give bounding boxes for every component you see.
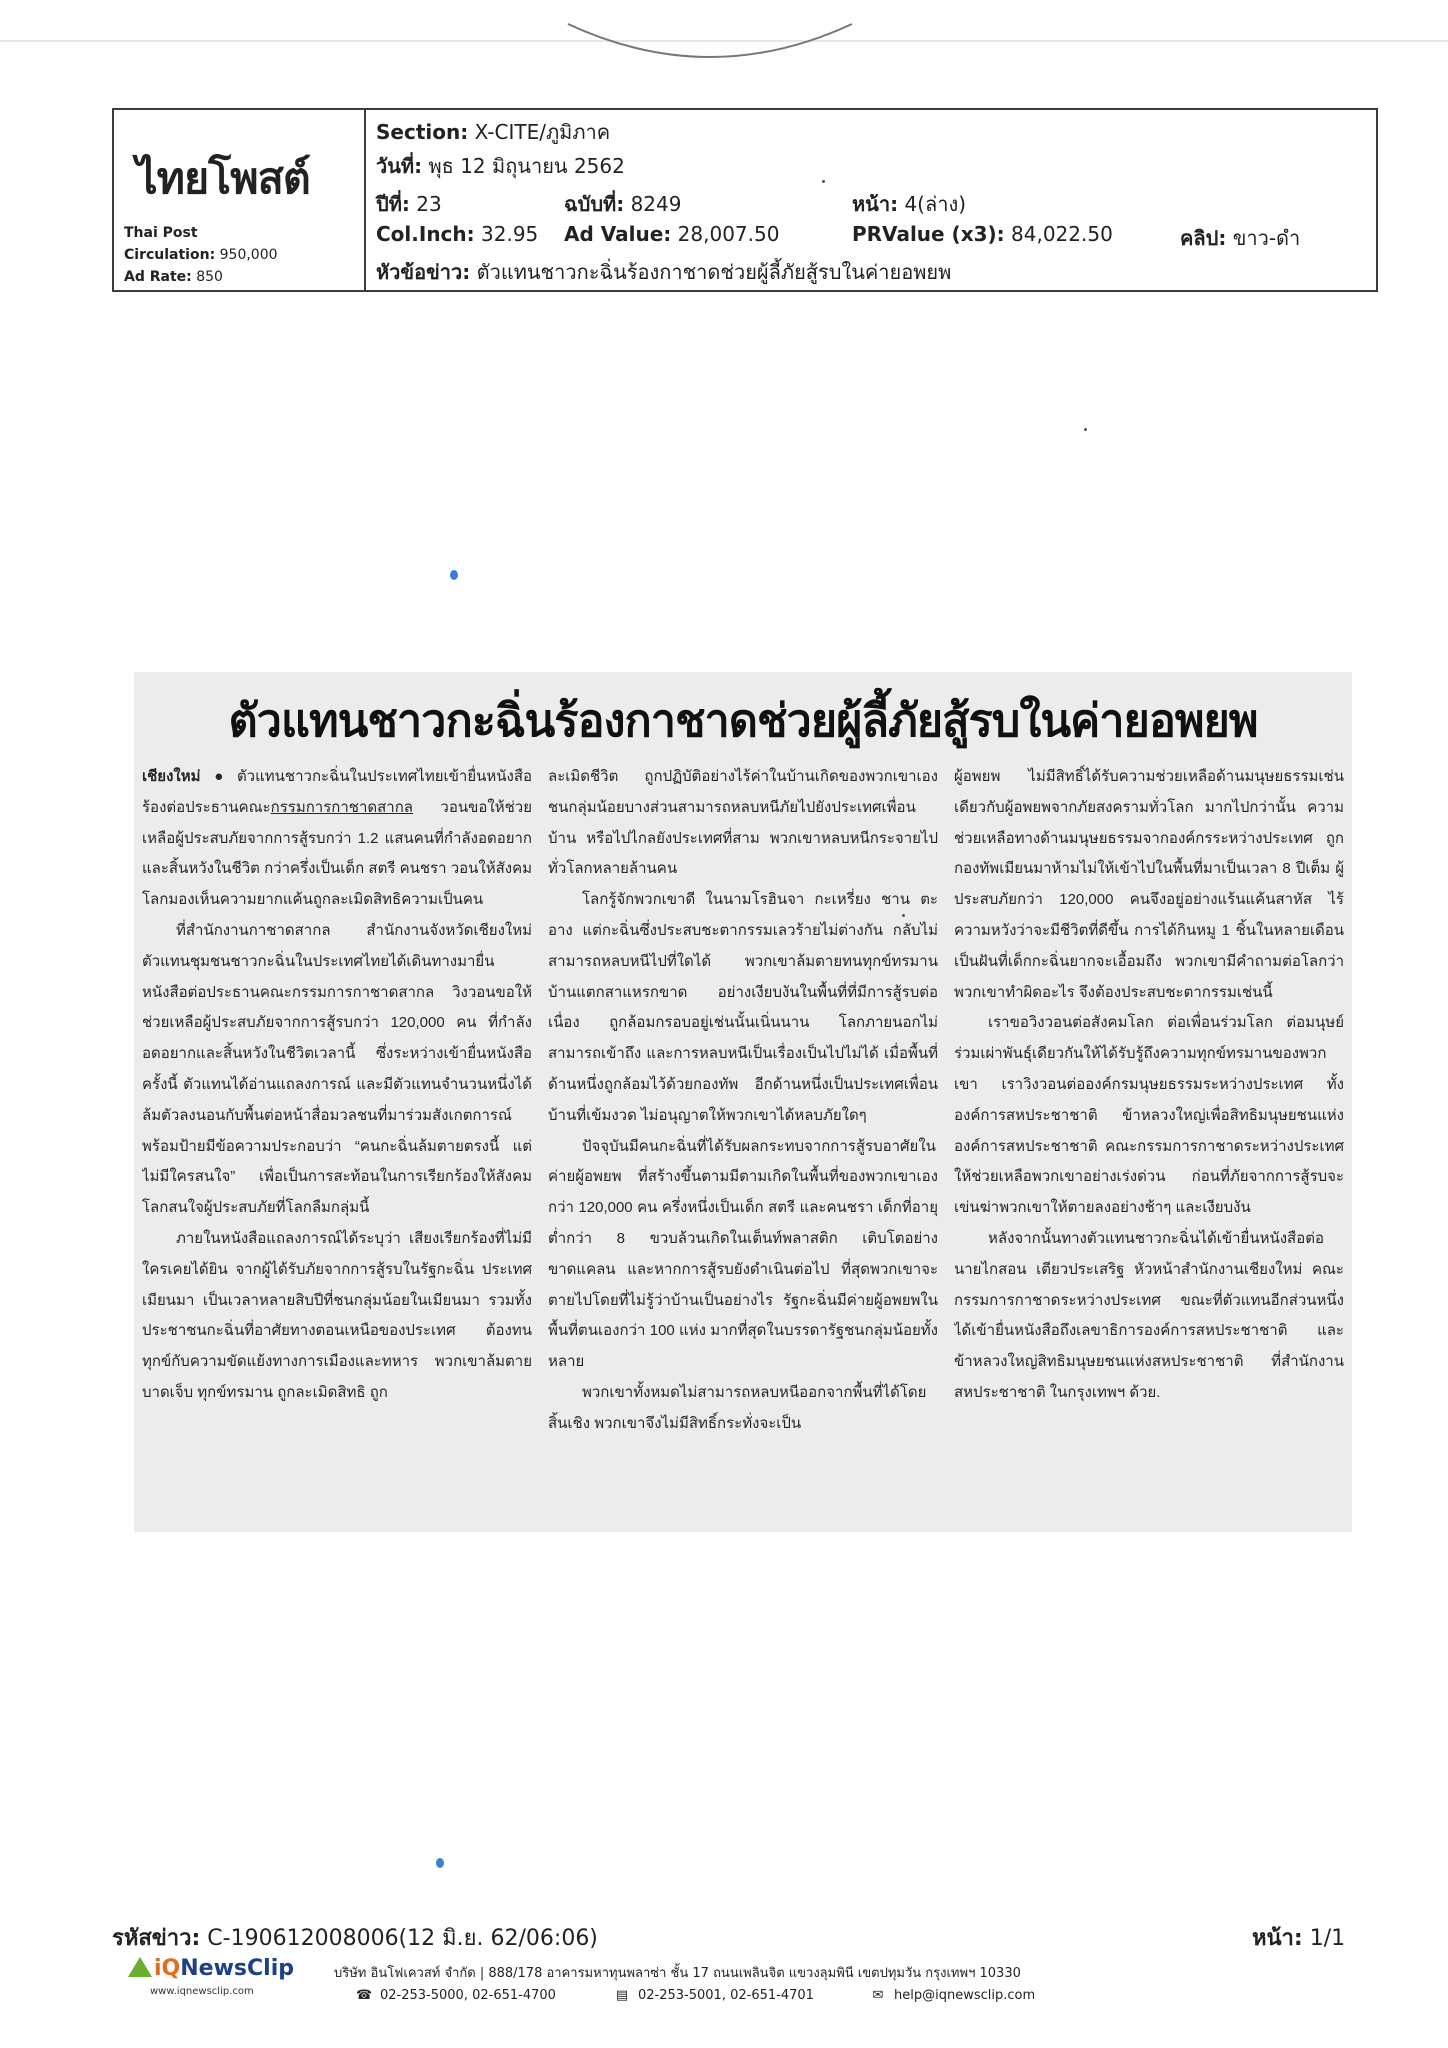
news-clipping bbox=[134, 672, 1352, 1532]
phone-icon: ☎ bbox=[356, 1988, 373, 2003]
footer-page-number: หน้า: 1/1 bbox=[1252, 1926, 1346, 1951]
section-field: Section: X-CITE/ภูมิภาค bbox=[376, 120, 611, 144]
article-paragraph: เราขอวิงวอนต่อสังคมโลก ต่อเพื่อนร่วมโลก ต่อมนุษย์ร่วมเผ่าพันธุ์เดียวกันให้ได้รับรู้ถึงความทุกข์ทรมานของพวกเขา เราวิงวอนต่อองค์กรมนุษยธรรมระหว่างประเทศ ทั้งองค์การสหประชาชาติ ข้าหลวงใหญ่เพื่อสิทธิมนุษยชนแห่งองค์การสหประชาชาติ คณะกรรมการกาชาดระหว่างประเทศ ให้ช่วยเหลือพวกเขาอย่างเร่งด่วน ก่อนที่ภัยจากการสู้รบจะเข่นฆ่าพวกเขาให้ตายลงอย่างช้าๆ และเงียบงัน bbox=[954, 1014, 1344, 1217]
headline-field: หัวข้อข่าว: ตัวแทนชาวกะฉิ่นร้องกาชาดช่วยผู้ลี้ภัยสู้รบในค่ายอพยพ bbox=[376, 260, 952, 284]
publication-info bbox=[124, 222, 278, 288]
underlined-text: กรรมการกาชาดสากล bbox=[270, 798, 413, 816]
pr-value-field: PRValue (x3): 84,022.50 bbox=[852, 222, 1113, 246]
article-column-1 bbox=[142, 762, 532, 1524]
dateline: เชียงใหม่ bbox=[142, 768, 201, 785]
publication-name: Thai Post bbox=[124, 225, 198, 241]
date-field: วันที่: พุธ 12 มิถุนายน 2562 bbox=[376, 154, 625, 178]
article-paragraph: โลกรู้จักพวกเขาดี ในนามโรฮินจา กะเหรี่ยง ชาน ตะอาง แต่กะฉิ่นซึ่งประสบชะตากรรมเลวร้ายไม่ต่างกัน กลับไม่สามารถหลบหนีไปที่ใดได้ พวกเขาล้มตายทนทุกข์ทรมาน บ้านแตกสาแหรกขาด อย่างเงียบงันในพื้นที่ที่มีการสู้รบต่อเนื่อง ถูกล้อมกรอบอยู่เช่นนั้นเนิ่นนาน โลกภายนอกไม่สามารถเข้าถึง และการหลบหนีเป็นเรื่องเป็นไปไม่ได้ เมื่อพื้นที่ด้านหนึ่งถูกล้อมไว้ด้วยกองทัพ อีกด้านหนึ่งเป็นประเทศเพื่อนบ้านที่เข้มงวด ไม่อนุญาตให้พวกเขาได้หลบภัยใดๆ bbox=[548, 891, 938, 1124]
contact-fax: ▤ 02-253-5001, 02-651-4701 bbox=[615, 1988, 814, 2003]
year-field: ปีที่: 23 bbox=[376, 192, 442, 216]
article-column-3 bbox=[954, 762, 1344, 1524]
company-address: บริษัท อินโฟเควสท์ จำกัด | 888/178 อาคารมหาทุนพลาซ่า ชั้น 17 ถนนเพลินจิต แขวงลุมพินี เขตปทุมวัน กรุงเทพฯ 10330 bbox=[334, 1966, 1021, 1981]
bullet-icon: ● bbox=[204, 768, 233, 785]
article-paragraph: ภายในหนังสือแถลงการณ์ได้ระบุว่า เสียงเรียกร้องที่ไม่มีใครเคยได้ยิน จากผู้ได้รับภัยจากการสู้รบในรัฐกะฉิ่น ประเทศเมียนมา เป็นเวลาหลายสิบปีที่ชนกลุ่มน้อยในเมียนมา รวมทั้งประชาชนกะฉิ่นที่อาศัยทางตอนเหนือของประเทศ ต้องทนทุกข์กับความขัดแย้งทางการเมืองและทหาร พวกเขาล้มตาย บาดเจ็บ ทุกข์ทรมาน ถูกละเมิดสิทธิ ถูก bbox=[142, 1229, 532, 1401]
issue-field: ฉบับที่: 8249 bbox=[564, 192, 682, 216]
article-column-2 bbox=[548, 762, 938, 1524]
ad-value-field: Ad Value: 28,007.50 bbox=[564, 222, 780, 246]
scan-speck bbox=[1084, 428, 1087, 431]
article-paragraph: ที่สำนักงานกาชาดสากล สำนักงานจังหวัดเชียงใหม่ ตัวแทนชุมชนชาวกะฉิ่นในประเทศไทยได้เดินทางมายื่นหนังสือต่อประธานคณะกรรมการกาชาดสากล วิงวอนขอให้ช่วยเหลือผู้ประสบภัยจากการสู้รบกว่า 120,000 คน ที่กำลังอดอยากและสิ้นหวังในชีวิตเวลานี้ ซึ่งระหว่างเข้ายื่นหนังสือครั้งนี้ ตัวแทนได้อ่านแถลงการณ์ และมีตัวแทนจำนวนหนึ่งได้ล้มตัวลงนอนกับพื้นต่อหน้าสื่อมวลชนที่มาร่วมสังเกตการณ์ พร้อมป้ายมีข้อความประกอบว่า “คนกะฉิ่นล้มตายตรงนี้ แต่ไม่มีใครสนใจ” เพื่อเป็นการสะท้อนในการเรียกร้องให้สังคมโลกสนใจผู้ประสบภัยที่โลกลืมกลุ่มนี้ bbox=[142, 921, 532, 1217]
article-paragraph: พวกเขาทั้งหมดไม่สามารถหลบหนีออกจากพื้นที่ได้โดยสิ้นเชิง พวกเขาจึงไม่มีสิทธิ์กระทั่งจะเป็น bbox=[548, 1383, 927, 1432]
scan-speck bbox=[822, 180, 825, 183]
contact-email: ✉ help@iqnewsclip.com bbox=[870, 1988, 1035, 2003]
article-paragraph: เชียงใหม่ ● ตัวแทนชาวกะฉิ่นในประเทศไทยเข้ายื่นหนังสือร้องต่อประธานคณะกรรมการกาชาดสากล วอนขอให้ช่วยเหลือผู้ประสบภัยจากการสู้รบกว่า 1.2 แสนคนที่กำลังอดอยากและสิ้นหวังในชีวิต กว่าครึ่งเป็นเด็ก สตรี คนชรา วอนให้สังคมโลกมองเห็นความยากแค้นถูกละเมิดสิทธิความเป็นคน bbox=[142, 768, 532, 909]
iqnewsclip-logo: iQNewsClip www.iqnewsclip.com bbox=[128, 1956, 328, 2026]
article-paragraph: หลังจากนั้นทางตัวแทนชาวกะฉิ่นได้เข้ายื่นหนังสือต่อนายไกสอน เตียวประเสริฐ หัวหน้าสำนักงานเชียงใหม่ คณะกรรมการกาชาดระหว่างประเทศ ขณะที่ตัวแทนอีกส่วนหนึ่งได้เข้ายื่นหนังสือถึงเลขาธิการองค์การสหประชาชาติ และข้าหลวงใหญ่สิทธิมนุษยชนแห่งสหประชาชาติ ที่สำนักงานสหประชาชาติ ในกรุงเทพฯ ด้วย. bbox=[954, 1229, 1344, 1401]
scan-speck bbox=[436, 1858, 444, 1868]
article-paragraph: ละเมิดชีวิต ถูกปฏิบัติอย่างไร้ค่าในบ้านเกิดของพวกเขาเอง ชนกลุ่มน้อยบางส่วนสามารถหลบหนีภัยไปยังประเทศเพื่อนบ้าน หรือไปไกลยังประเทศที่สาม พวกเขาหลบหนีกระจายไปทั่วโลกหลายล้านคน bbox=[548, 768, 938, 878]
thai-post-logo: ไทยโพสต์ bbox=[136, 154, 310, 204]
contact-phone: ☎ 02-253-5000, 02-651-4700 bbox=[356, 1988, 556, 2003]
col-inch-field: Col.Inch: 32.95 bbox=[376, 222, 539, 246]
article-paragraph: ปัจจุบันมีคนกะฉิ่นที่ได้รับผลกระทบจากการสู้รบอาศัยในค่ายผู้อพยพ ที่สร้างขึ้นตามมีตามเกิดในพื้นที่ของพวกเขาเองกว่า 120,000 คน ครึ่งหนึ่งเป็นเด็ก สตรี และคนชรา เด็กที่อายุต่ำกว่า 8 ขวบล้วนเกิดในเต็นท์พลาสติก เติบโตอย่างขาดแคลน และหากการสู้รบยังดำเนินต่อไป ที่สุดพวกเขาจะตายไปโดยที่ไม่รู้ว่าบ้านเป็นอย่างไร รัฐกะฉิ่นมีค่ายผู้อพยพในพื้นที่ตนเองกว่า 100 แห่ง มากที่สุดในบรรดารัฐชนกลุ่มน้อยทั้งหลาย bbox=[548, 1137, 938, 1371]
circulation: Circulation: 950,000 bbox=[124, 247, 278, 263]
ad-rate: Ad Rate: 850 bbox=[124, 269, 223, 285]
publication-logo-cell bbox=[114, 110, 366, 290]
scan-speck bbox=[902, 914, 905, 917]
scan-speck bbox=[450, 570, 458, 580]
envelope-icon: ✉ bbox=[872, 1988, 884, 2003]
article-paragraph: ผู้อพยพ ไม่มีสิทธิ์ได้รับความช่วยเหลือด้านมนุษยธรรมเช่นเดียวกับผู้อพยพจากภัยสงครามทั่วโลก มากไปกว่านั้น ความช่วยเหลือทางด้านมนุษยธรรมจากองค์กรระหว่างประเทศ ถูกกองทัพเมียนมาห้ามไม่ให้เข้าไปในพื้นที่มาเป็นเวลา 8 ปีเต็ม ผู้ประสบภัยกว่า 120,000 คนจึงอยู่อย่างแร้นแค้นสาหัส ไร้ความหวังว่าจะมีชีวิตที่ดีขึ้น การได้กินหมู 1 ชิ้นในหลายเดือนเป็นฝันที่เด็กกะฉิ่นยากจะเอื้อมถึง พวกเขามีคำถามต่อโลกว่า พวกเขาทำผิดอะไร จึงต้องประสบชะตากรรมเช่นนี้ bbox=[954, 768, 1344, 1001]
logo-url: www.iqnewsclip.com bbox=[150, 1986, 254, 1997]
clip-field: คลิป: ขาว-ดำ bbox=[1180, 226, 1301, 250]
article-headline: ตัวแทนชาวกะฉิ่นร้องกาชาดช่วยผู้ลี้ภัยสู้รบในค่ายอพยพ bbox=[228, 694, 1258, 747]
leaf-icon bbox=[128, 1957, 152, 1977]
page-field: หน้า: 4(ล่าง) bbox=[852, 192, 967, 216]
scan-binding-curve bbox=[560, 20, 860, 66]
fax-icon: ▤ bbox=[615, 1988, 629, 2003]
news-code: รหัสข่าว: C-190612008006(12 มิ.ย. 62/06:06) bbox=[112, 1926, 598, 1951]
clipping-info-box bbox=[112, 108, 1378, 292]
